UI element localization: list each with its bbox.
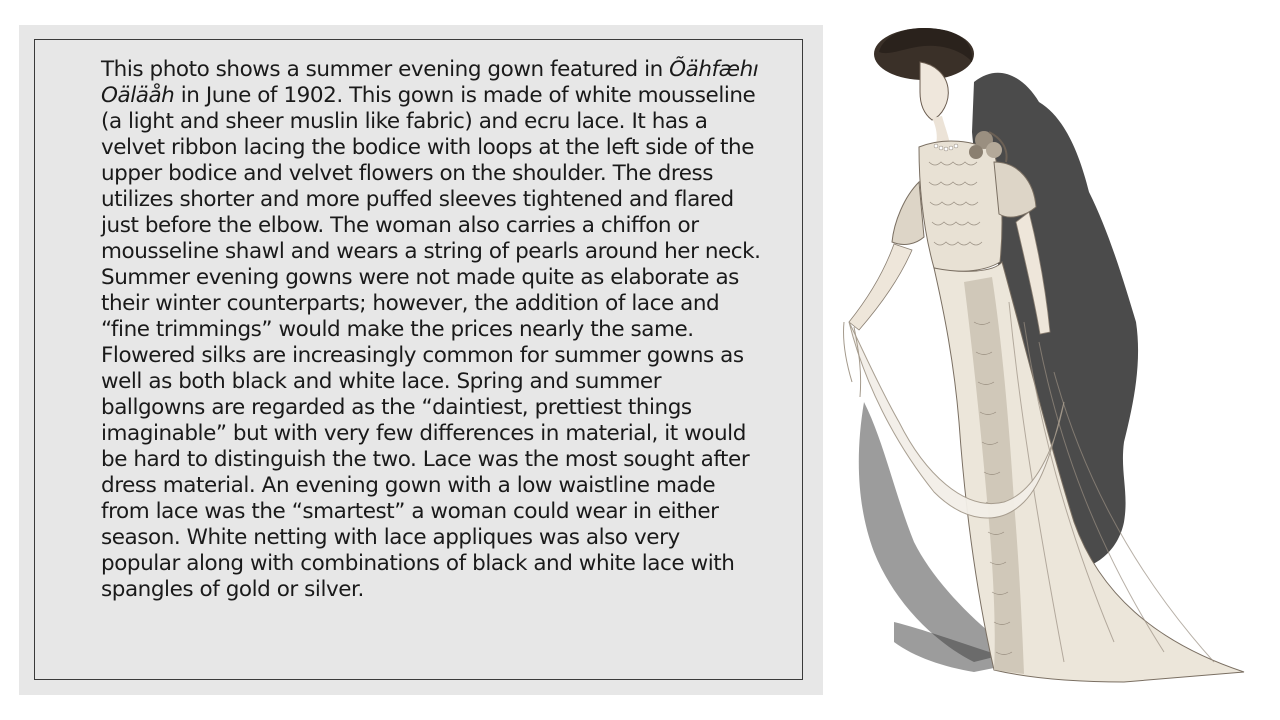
body-text-intro: This photo shows a summer evening gown featured in [101, 57, 670, 82]
body-text [101, 57, 761, 603]
text-panel [19, 25, 823, 695]
bodice [919, 141, 1002, 271]
sleeve-left [892, 182, 924, 244]
magazine-title: Õähfæhı Oäläåh [101, 57, 759, 108]
body-text-rest: in June of 1902. This gown is made of white mousseline (a light and sheer muslin like fabric) and ecru lace. It has a velvet ribbon lacing the bodice with loops at the left side of the upper bodice and velvet flowers on the shoulder. The dress utilizes shorter and more puffed sleeves tightened and flared just before the elbow. The woman also carries a chiffon or mousseline shawl and wears a string of pearls around her neck. Summer evening gowns were not made quite as elaborate as their winter counterparts; however, the addition of lace and “fine trimmings” would make the prices nearly the same. Flowered silks are increasingly common for summer gowns as well as both black and white lace. Spring and summer ballgowns are regarded as the “daintiest, prettiest things imaginable” but with very few differences in material, it would be hard to distinguish the two. Lace was the most sought after dress material. An evening gown with a low waistline made from lace was the “smartest” a woman could wear in either season. White netting with lace appliques was also very popular along with combinations of black and white lace with spangles of gold or silver. [101, 83, 761, 602]
gown-illustration [824, 22, 1260, 698]
